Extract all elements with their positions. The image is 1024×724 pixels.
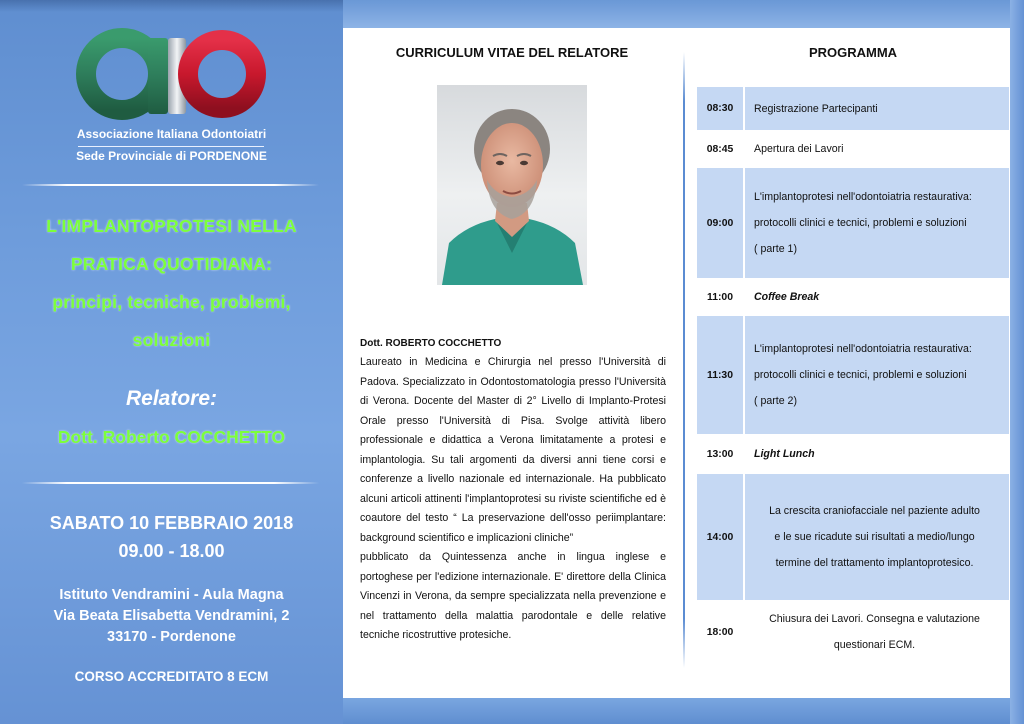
program-line: e le sue ricadute sui risultati a medio/lungo [774,531,975,543]
cv-paragraph-1: Laureato in Medicina e Chirurgia nel presso l'Università di Padova. Specializzato in Odontostomatologia presso l'Università di Verona. Docente del Master di 2° Livello di Implanto-Protesi Orale presso l'Università di Pisa. Svolge attività libero professionale e didattica a Verona limitatamente a protesi e implantologia. Su tali argomenti da diversi anni tiene corsi e conferenze a livello nazionale ed internazionale. Ha pubblicato alcuni articoli attinenti l'implantoprotesi su riviste scientifiche ed è coautore del testo “ La preservazione dell'osso periimplantare: background scientifico e implicazioni cliniche” [360,356,666,544]
program-line: protocolli clinici e tecnici, problemi e soluzioni [754,369,967,381]
association-name: Associazione Italiana Odontoiatri [76,127,267,141]
speaker-name: Dott. Roberto COCCHETTO [57,427,286,447]
program-line: questionari ECM. [833,639,916,651]
program-row-0900 [697,168,1009,278]
speaker-label: Relatore: [125,387,218,410]
frame-bottom [343,698,1024,724]
program-line: Coffee Break [754,291,820,303]
column-divider [683,52,685,668]
course-title-line-4: soluzioni [132,330,211,350]
cv-heading: CURRICULUM VITAE DEL RELATORE [395,45,629,60]
program-row-1130 [697,316,1009,434]
program-line: L'implantoprotesi nell'odontoiatria restaurativa: [754,191,972,203]
program-row-0845 [697,130,1009,168]
cv-speaker-name: Dott. ROBERTO COCCHETTO [360,338,502,349]
course-date: SABATO 10 FEBBRAIO 2018 [49,513,294,533]
program-description [754,316,995,434]
program-row-1800 [697,600,1009,664]
program-row-1400 [697,474,1009,600]
venue-line-1: Istituto Vendramini - Aula Magna [59,587,284,603]
program-line: Apertura dei Lavori [754,143,844,155]
program-line: ( parte 2) [754,395,797,407]
cv-body [360,353,666,646]
accreditation: CORSO ACCREDITATO 8 ECM [74,669,269,684]
program-line: Light Lunch [754,448,815,460]
program-description [754,130,995,168]
frame-right [1010,0,1024,724]
program-description [754,168,995,278]
aio-logo [76,24,268,124]
course-title-line-1: L'IMPLANTOPROTESI NELLA [46,216,297,236]
association-branch: Sede Provinciale di PORDENONE [76,149,267,163]
program-time: 14:00 [706,531,734,543]
program-line: Chiusura dei Lavori. Consegna e valutazione [769,613,980,625]
program-time: 11:00 [706,291,733,303]
program-heading: PROGRAMMA [808,45,898,60]
venue-line-2: Via Beata Elisabetta Vendramini, 2 [53,608,290,624]
program-time: 08:30 [706,103,734,114]
program-description [754,600,995,664]
speaker-portrait-icon [437,85,587,285]
association-rule [78,146,264,147]
venue-line-3: 33170 - Pordenone [107,629,236,645]
program-line: Registrazione Partecipanti [754,102,878,115]
program-line: La crescita craniofacciale nel paziente adulto [769,505,980,517]
speaker-photo [437,85,587,285]
program-time: 11:30 [706,369,733,381]
divider-top [22,184,319,186]
course-title-line-3: principi, tecniche, problemi, [52,292,291,312]
divider-bottom [22,482,319,484]
program-row-1300 [697,434,1009,474]
program-row-0830 [697,87,1009,130]
program-description [754,278,995,316]
program-description [754,434,995,474]
program-separator [743,168,745,278]
program-line: L'implantoprotesi nell'odontoiatria restaurativa: [754,343,972,355]
program-line: protocolli clinici e tecnici, problemi e soluzioni [754,217,967,229]
course-time: 09.00 - 18.00 [118,541,225,561]
program-time: 09:00 [706,217,734,229]
program-separator [743,474,745,600]
program-separator [743,87,745,130]
cv-paragraph-2: pubblicato da Quintessenza anche in lingua inglese e portoghese per l'edizione internazionale. E' direttore della Clinica Vincenzi in Verona, da sempre specializzata nella prevenzione e nel trattamento della malattia parodontale e delle relative tecniche ricostruttive protesiche. [360,551,666,641]
program-time: 13:00 [706,448,734,460]
program-row-1100 [697,278,1009,316]
program-time: 18:00 [706,626,734,638]
frame-top [343,0,1024,28]
program-line: termine del trattamento implantoprotesico. [775,557,974,569]
course-title-line-2: PRATICA QUOTIDIANA: [70,254,273,274]
left-panel [0,0,343,724]
program-line: ( parte 1) [754,243,797,255]
program-description [754,474,995,600]
program-description [754,87,995,130]
program-separator [743,316,745,434]
program-time: 08:45 [706,143,734,155]
